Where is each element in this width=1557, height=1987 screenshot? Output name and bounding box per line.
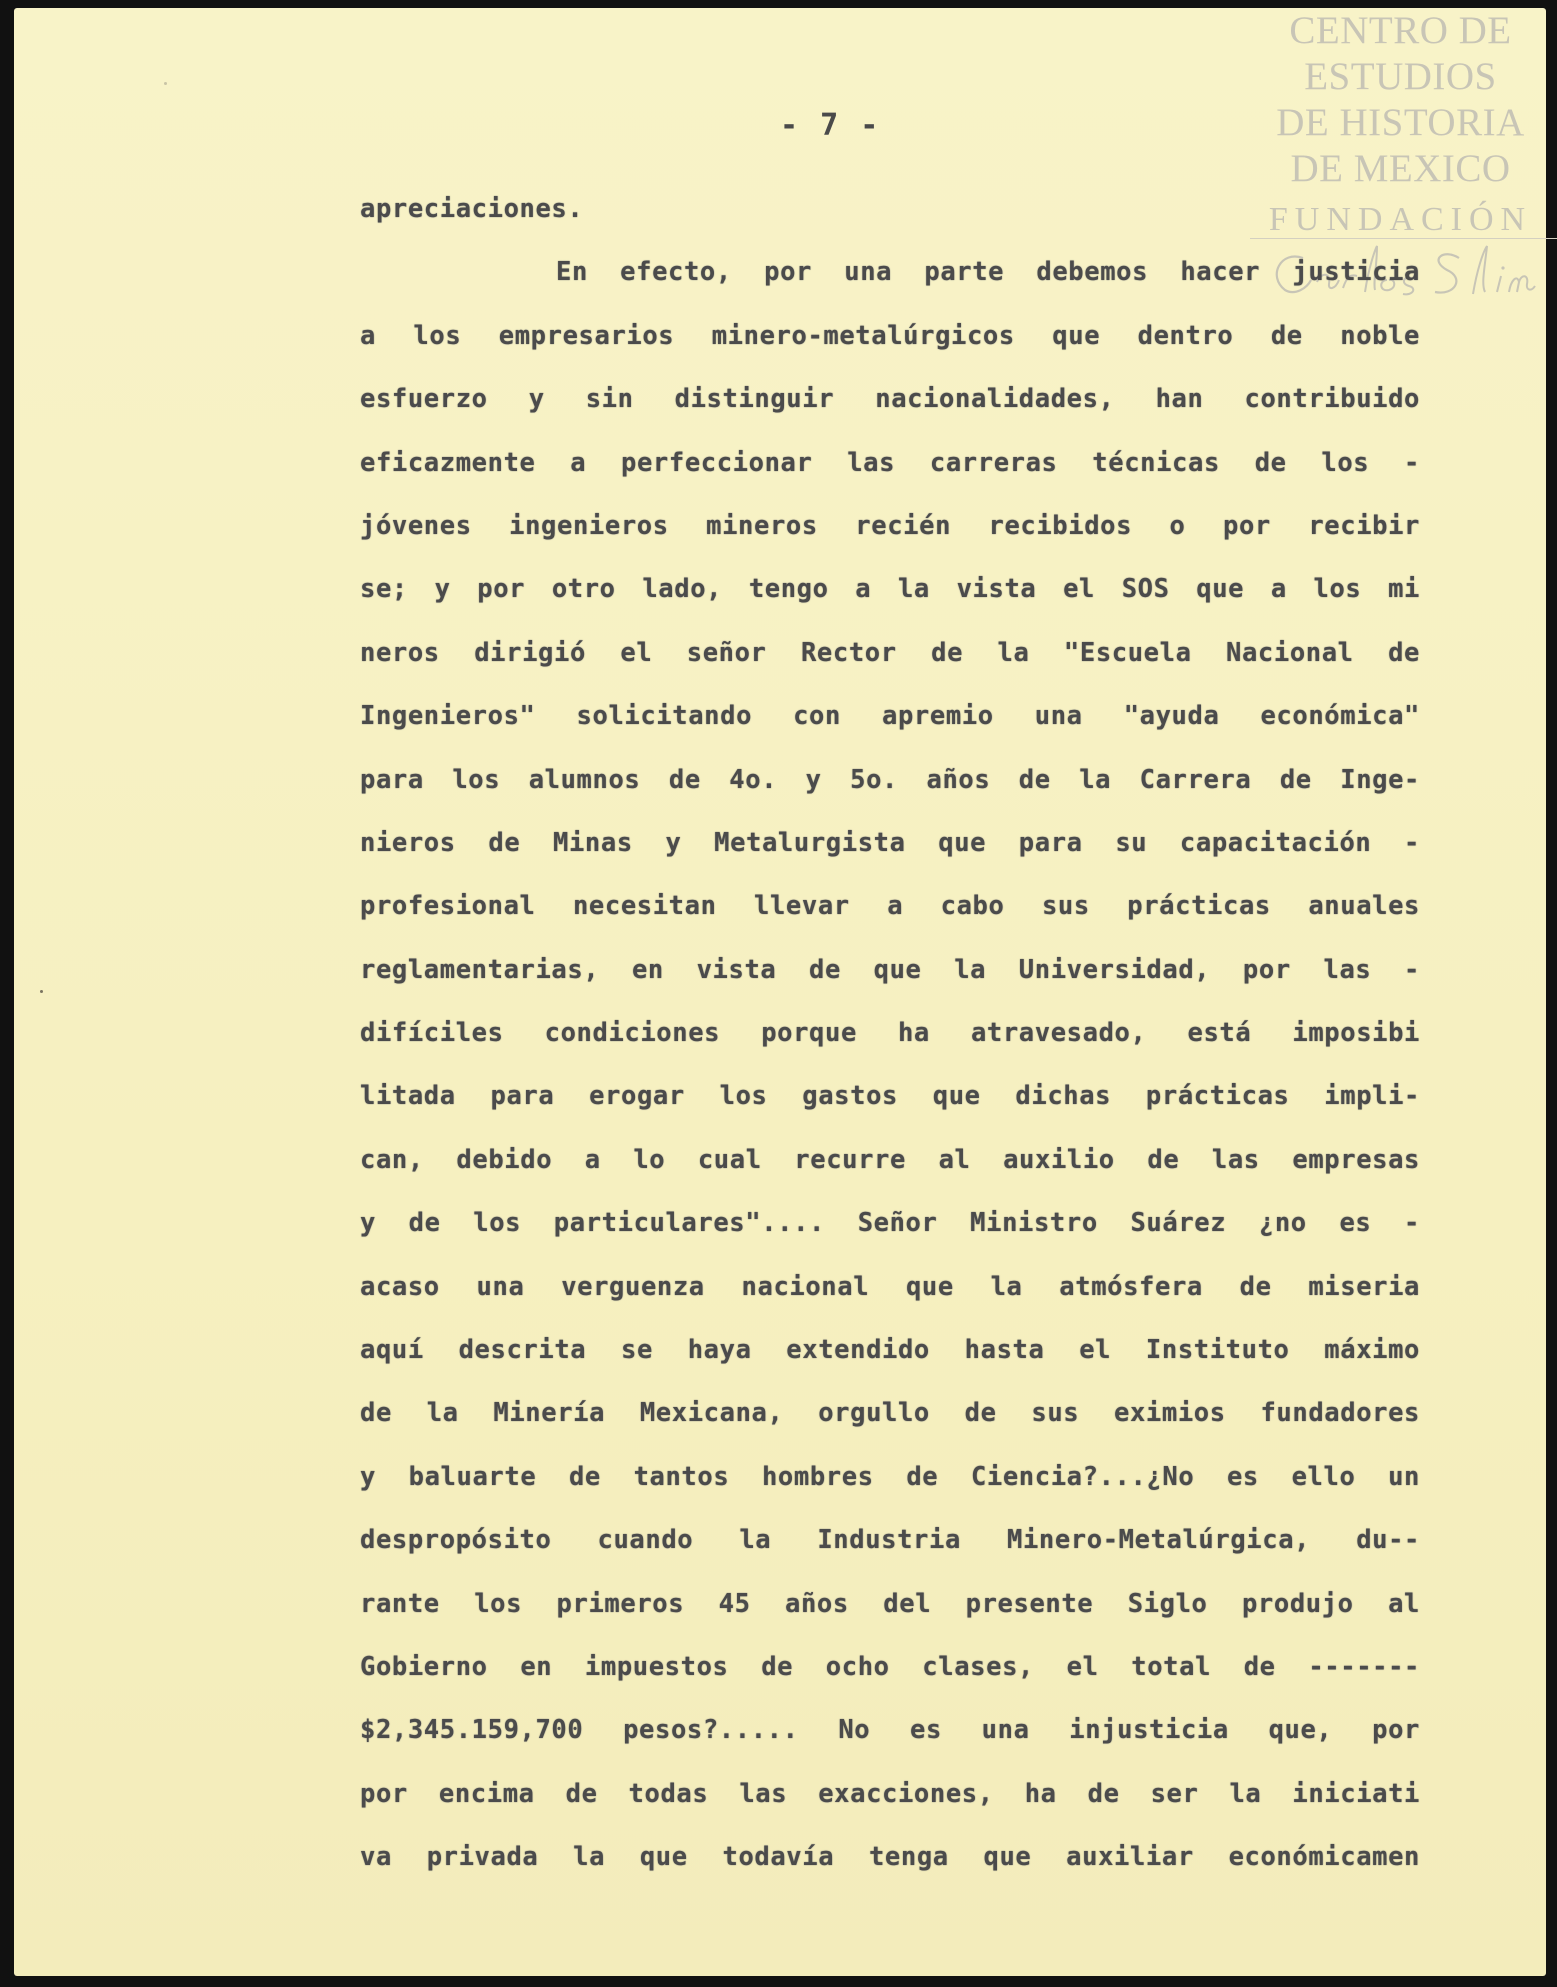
text-line: eficazmente a perfeccionar las carreras técnicas de los - xyxy=(360,447,1420,478)
text-line: va privada la que todavía tenga que auxiliar económicamen xyxy=(360,1842,1420,1873)
text-line: y baluarte de tantos hombres de Ciencia?...¿No es ello un xyxy=(360,1461,1420,1492)
text-line: can, debido a lo cual recurre al auxilio de las empresas xyxy=(360,1144,1420,1175)
text-line: apreciaciones. xyxy=(360,194,584,224)
text-line: litada para erogar los gastos que dichas prácticas impli- xyxy=(360,1081,1420,1112)
watermark-line: CENTRO DE xyxy=(1289,9,1512,52)
text-line: Ingenieros" solicitando con apremio una "ayuda económica" xyxy=(360,701,1420,732)
text-line: neros dirigió el señor Rector de la "Escuela Nacional de xyxy=(360,637,1420,668)
page-number: - 7 - xyxy=(780,108,881,143)
text-line: Gobierno en impuestos de ocho clases, el total de ------- xyxy=(360,1651,1420,1682)
text-line: se; y por otro lado, tengo a la vista el SOS que a los mi xyxy=(360,574,1420,605)
text-line: rante los primeros 45 años del presente Siglo produjo al xyxy=(360,1588,1420,1619)
watermark-foundation: FUNDACIÓN xyxy=(1268,201,1533,238)
text-line: despropósito cuando la Industria Minero-Metalúrgica, du-- xyxy=(360,1525,1420,1556)
text-line: jóvenes ingenieros mineros recién recibidos o por recibir xyxy=(360,510,1420,541)
text-line: profesional necesitan llevar a cabo sus prácticas anuales xyxy=(360,891,1420,922)
text-line: por encima de todas las exacciones, ha de ser la iniciati xyxy=(360,1778,1420,1809)
text-line: reglamentarias, en vista de que la Universidad, por las - xyxy=(360,954,1420,985)
text-line: En efecto, por una parte debemos hacer justicia xyxy=(556,257,1420,288)
text-line: acaso una verguenza nacional que la atmósfera de miseria xyxy=(360,1271,1420,1302)
text-line: de la Minería Mexicana, orgullo de sus eximios fundadores xyxy=(360,1398,1420,1429)
text-line: aquí descrita se haya extendido hasta el Instituto máximo xyxy=(360,1335,1420,1366)
watermark-line: ESTUDIOS xyxy=(1304,55,1497,98)
watermark-line: DE MEXICO xyxy=(1290,147,1511,190)
text-line: nieros de Minas y Metalurgista que para su capacitación - xyxy=(360,827,1420,858)
text-line: a los empresarios minero-metalúrgicos que dentro de noble xyxy=(360,320,1420,351)
paper-speck xyxy=(40,990,43,993)
watermark-line: DE HISTORIA xyxy=(1276,101,1525,144)
typed-letter-body xyxy=(360,178,1420,1890)
paper-speck xyxy=(164,82,167,85)
text-line: difíciles condiciones porque ha atravesado, está imposibi xyxy=(360,1018,1420,1049)
text-line: esfuerzo y sin distinguir nacionalidades, han contribuido xyxy=(360,384,1420,415)
text-line: $2,345.159,700 pesos?..... No es una injusticia que, por xyxy=(360,1715,1420,1746)
text-line: para los alumnos de 4o. y 5o. años de la Carrera de Inge- xyxy=(360,764,1420,795)
text-line: y de los particulares".... Señor Ministro Suárez ¿no es - xyxy=(360,1208,1420,1239)
